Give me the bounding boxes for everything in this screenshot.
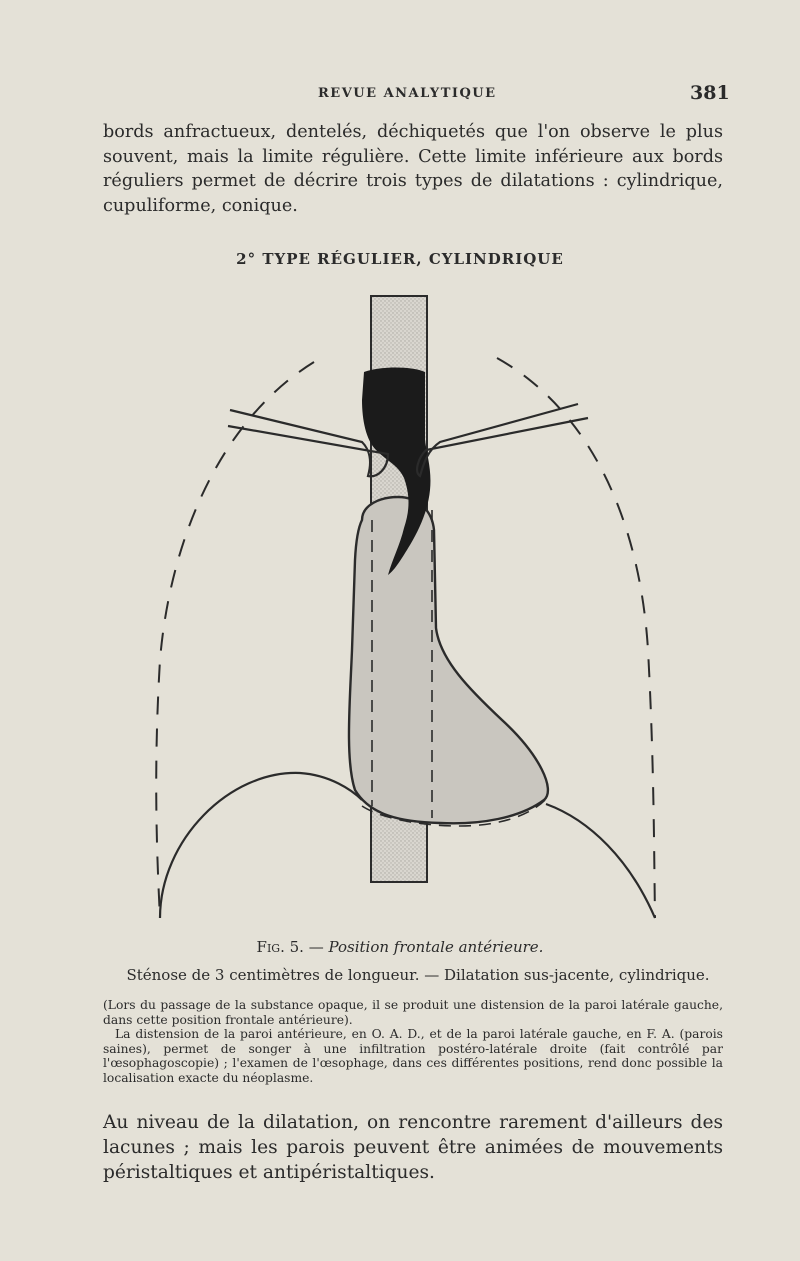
figure-note-1: (Lors du passage de la substance opaque, il se produit une distension de la paroi latérale gauche, dans cette position frontale antérieure). <box>103 998 723 1027</box>
lung-outline-right <box>497 358 655 918</box>
body-paragraph-bottom: Au niveau de la dilatation, on rencontre rarement d'ailleurs des lacunes ; mais les parois peuvent être animées de mouvements péristaltiques et antipéristaltiques. <box>103 1112 723 1183</box>
lung-outline-left <box>156 362 314 918</box>
diaphragm-left <box>160 773 362 918</box>
page-number: 381 <box>690 82 730 104</box>
clavicle-right <box>417 404 588 476</box>
figure-subtitle: Sténose de 3 centimètres de longueur. — Dilatation sus-jacente, cylindrique. <box>126 966 710 984</box>
figure-title: Position frontale antérieure. <box>328 938 544 956</box>
dilatation-shape <box>349 497 548 823</box>
figure-caption-dash: — <box>303 938 329 956</box>
running-title: REVUE ANALYTIQUE <box>318 86 497 101</box>
figure-note-2: La distension de la paroi antérieure, en O. A. D., et de la paroi latérale gauche, en F. A. (parois saines), permet de songer à une infiltration postéro-latérale droite (fait contrôlé par l'œsophagoscopie) ; l'examen de l'œsophage, dans ces différentes positions, rend donc possible la localisation exacte du néoplasme. <box>103 1027 723 1085</box>
section-heading: 2° TYPE RÉGULIER, CYLINDRIQUE <box>236 250 564 268</box>
figure-note <box>103 998 723 1085</box>
diaphragm-right <box>546 804 655 918</box>
figure-number: Fig. 5. <box>256 938 304 956</box>
running-head <box>0 82 800 108</box>
esophagus-radiograph-diagram <box>0 280 800 940</box>
body-paragraph-top: bords anfractueux, dentelés, déchiquetés que l'on observe le plus souvent, mais la limite régulière. Cette limite inférieure aux bords réguliers permet de décrire trois types de dilatations : cylindrique, cupuliforme, conique. <box>103 122 723 216</box>
figure-caption <box>0 938 800 956</box>
